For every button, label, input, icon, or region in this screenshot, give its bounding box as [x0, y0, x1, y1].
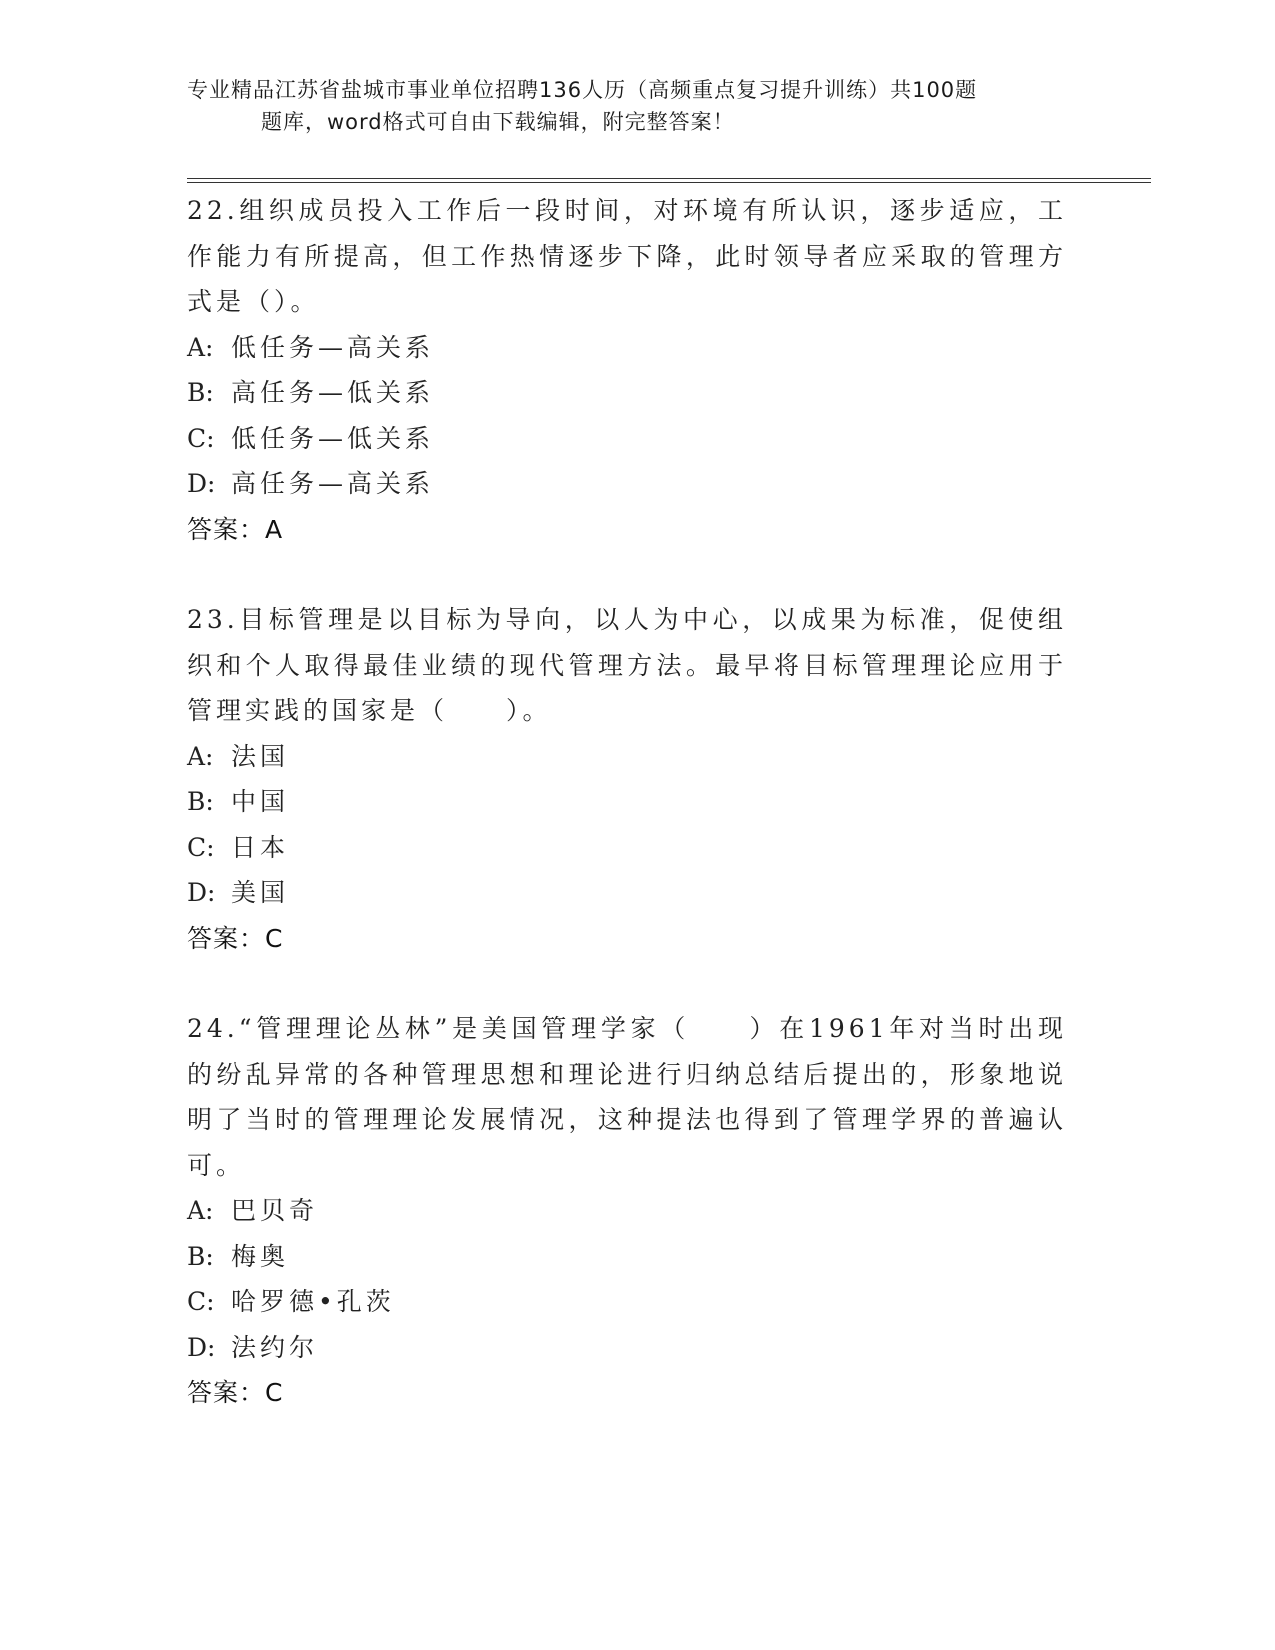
option-d	[187, 461, 1067, 507]
question-stem: 23.目标管理是以目标为导向，以人为中心，以成果为标准，促使组织和个人取得最佳业绩的现代管理方法。最早将目标管理理论应用于管理实践的国家是（ ）。	[187, 605, 1067, 725]
document-header	[187, 74, 1087, 138]
option-text: 法国	[231, 741, 290, 771]
option-a	[187, 734, 1067, 780]
option-letter: B:	[187, 378, 214, 407]
option-text: 中国	[231, 787, 290, 816]
header-title-line2: 题库，word格式可自由下载编辑，附完整答案！	[261, 110, 735, 134]
option-b	[187, 1234, 1067, 1280]
option-text: 低任务—高关系	[231, 332, 435, 362]
header-divider-bottom	[187, 182, 1151, 183]
option-letter: A:	[187, 1196, 214, 1225]
question-stem: 22.组织成员投入工作后一段时间，对环境有所认识，逐步适应，工作能力有所提高，但工作热情逐步下降，此时领导者应采取的管理方式是（）。	[187, 196, 1067, 316]
option-d	[187, 870, 1067, 916]
option-text: 日本	[231, 832, 290, 862]
option-d	[187, 1325, 1067, 1371]
option-letter: A:	[187, 332, 214, 362]
question-23	[187, 597, 1067, 961]
answer-line: 答案：C	[187, 1378, 284, 1407]
option-letter: D:	[187, 878, 216, 907]
option-c	[187, 1279, 1067, 1325]
option-letter: A:	[187, 741, 214, 771]
option-letter: B:	[187, 1241, 214, 1271]
option-a	[187, 325, 1067, 371]
option-text: 梅奥	[231, 1241, 290, 1271]
option-c	[187, 825, 1067, 871]
option-letter: D:	[187, 1332, 216, 1362]
option-text: 法约尔	[231, 1332, 319, 1362]
answer-line: 答案：C	[187, 923, 284, 953]
option-text: 巴贝奇	[231, 1196, 319, 1225]
question-stem: 24.“管理理论丛林”是美国管理学家（ ）在1961年对当时出现的纷乱异常的各种管理思想和理论进行归纳总结后提出的，形象地说明了当时的管理理论发展情况，这种提法也得到了管理学界的普遍认可。	[187, 1014, 1067, 1180]
option-a	[187, 1188, 1067, 1234]
header-divider-top	[187, 178, 1151, 179]
option-letter: C:	[187, 832, 215, 862]
option-text: 美国	[231, 878, 290, 907]
option-letter: C:	[187, 1287, 215, 1316]
option-b	[187, 779, 1067, 825]
option-b	[187, 370, 1067, 416]
question-24	[187, 1006, 1067, 1416]
option-letter: D:	[187, 469, 216, 498]
option-text: 哈罗德•孔茨	[231, 1287, 395, 1316]
option-letter: C:	[187, 423, 215, 453]
header-title-line1: 专业精品江苏省盐城市事业单位招聘136人历（高频重点复习提升训练）共100题	[187, 78, 978, 102]
question-22	[187, 188, 1067, 552]
option-text: 低任务—低关系	[231, 423, 435, 453]
option-text: 高任务—高关系	[231, 469, 435, 498]
option-text: 高任务—低关系	[231, 378, 435, 407]
option-c	[187, 416, 1067, 462]
option-letter: B:	[187, 787, 214, 816]
answer-line: 答案：A	[187, 514, 284, 544]
